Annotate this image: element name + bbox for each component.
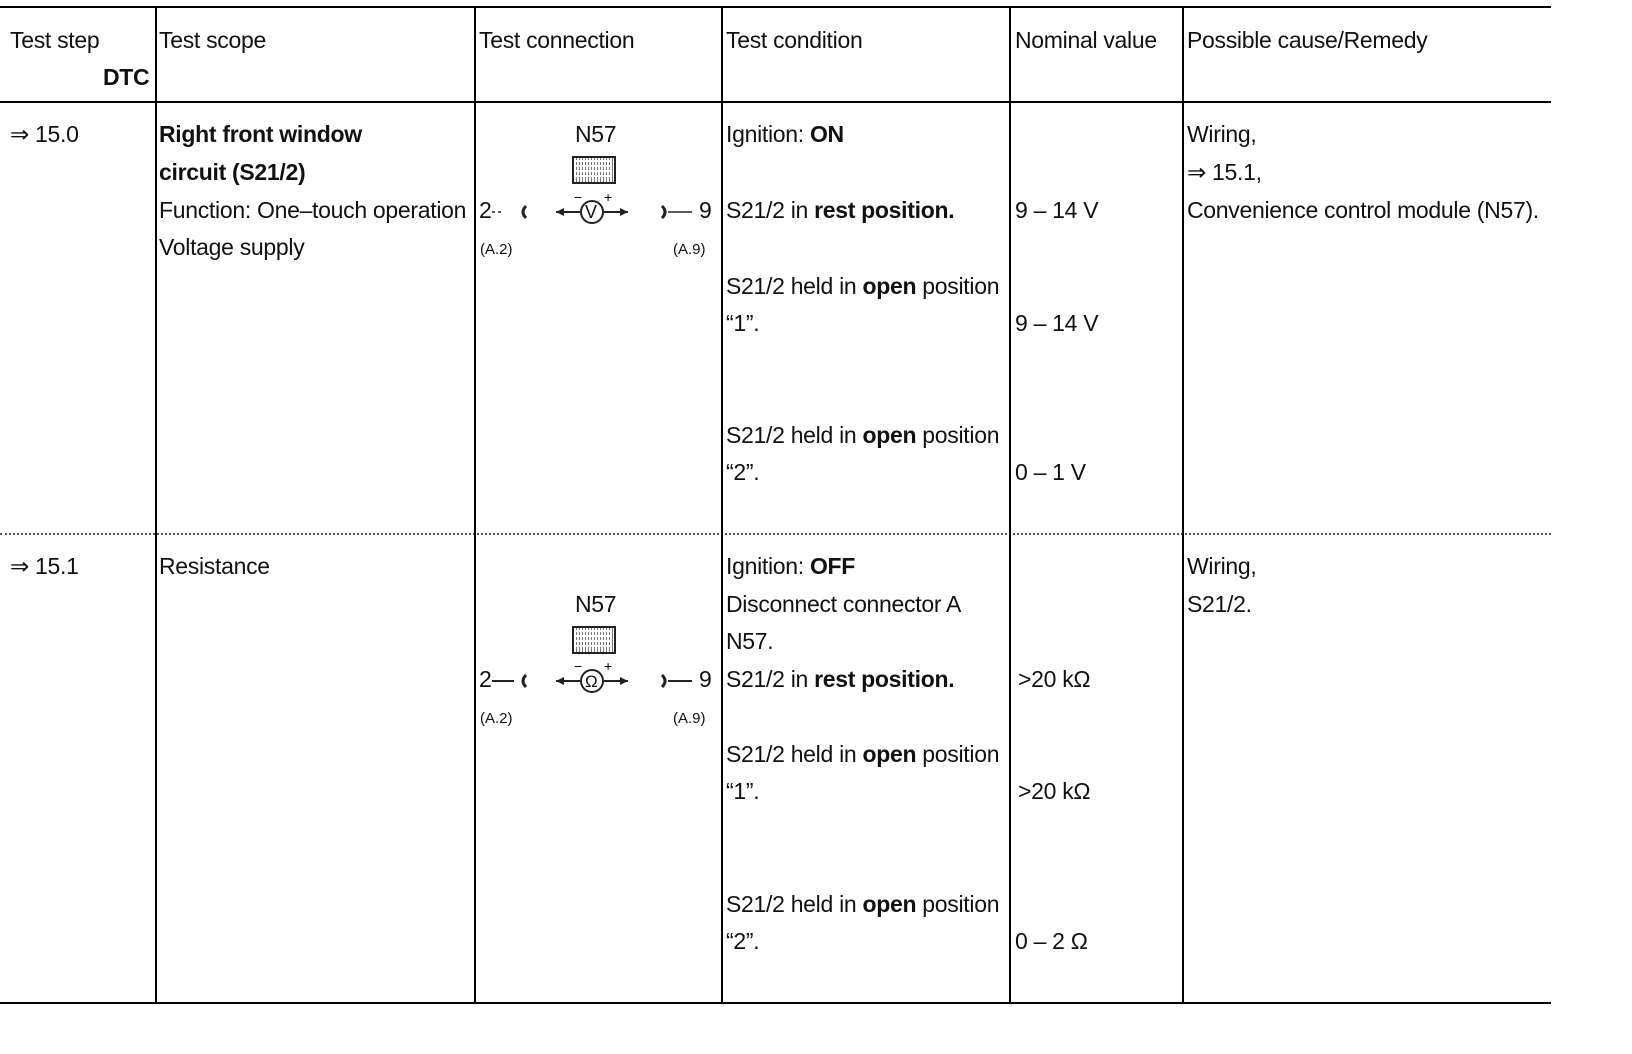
row2-pin-right: 9 xyxy=(699,666,712,692)
row1-condition-3-line2: “1”. xyxy=(726,310,760,336)
row1-pin-right: 9 xyxy=(699,197,712,223)
header-nominal-value: Nominal value xyxy=(1015,27,1157,53)
header-test-condition: Test condition xyxy=(726,27,863,53)
row2-meter-display-icon xyxy=(572,626,616,654)
row2-condition-5-line2: “2”. xyxy=(726,928,760,954)
table-top-rule xyxy=(0,6,1551,8)
row1-scope-title-line2: circuit (S21/2) xyxy=(159,159,306,185)
column-divider-2 xyxy=(474,6,476,1004)
svg-text:+: + xyxy=(604,658,613,674)
header-test-step: Test step xyxy=(10,27,100,53)
row2-remedy-2: S21/2. xyxy=(1187,591,1252,617)
row1-meter-display-icon xyxy=(572,156,616,184)
row2-nominal-3: 0 – 2 Ω xyxy=(1015,928,1088,954)
row1-remedy-1: Wiring, xyxy=(1187,121,1257,147)
row2-module-label: N57 xyxy=(575,591,617,617)
row1-nominal-3: 0 – 1 V xyxy=(1015,459,1086,485)
column-divider-1 xyxy=(155,6,157,1004)
row1-condition-4: S21/2 held in open position xyxy=(726,422,1000,448)
row2-remedy-1: Wiring, xyxy=(1187,553,1257,579)
row1-pin-left: 2 xyxy=(479,197,492,223)
row1-pin-right-ref: (A.9) xyxy=(673,241,706,258)
column-divider-4 xyxy=(1009,6,1011,1004)
table-bottom-rule xyxy=(0,1002,1551,1004)
row2-pin-left: 2 xyxy=(479,666,492,692)
row1-remedy-2: ⇒ 15.1, xyxy=(1187,159,1262,185)
row2-meter-symbol: Ω xyxy=(585,672,598,691)
header-test-scope: Test scope xyxy=(159,27,266,53)
row1-condition-4-line2: “2”. xyxy=(726,459,760,485)
row2-condition-5: S21/2 held in open position xyxy=(726,891,1000,917)
row2-test-step: ⇒ 15.1 xyxy=(10,553,79,579)
svg-text:+: + xyxy=(604,189,613,205)
row1-pin-left-ref: (A.2) xyxy=(480,241,513,258)
row1-test-step: ⇒ 15.0 xyxy=(10,121,79,147)
svg-text:−: − xyxy=(574,658,583,674)
svg-text:−: − xyxy=(574,189,583,205)
header-bottom-rule xyxy=(0,101,1551,103)
row2-condition-1: Ignition: OFF xyxy=(726,553,856,579)
column-divider-3 xyxy=(721,6,723,1004)
row-separator-dotted xyxy=(0,533,1551,535)
row1-remedy-3: Convenience control module (N57). xyxy=(1187,197,1539,223)
row2-condition-2-line2: N57. xyxy=(726,628,774,654)
row1-condition-2: S21/2 in rest position. xyxy=(726,197,955,223)
column-divider-5 xyxy=(1182,6,1184,1004)
header-test-connection: Test connection xyxy=(479,27,635,53)
row1-condition-1: Ignition: ON xyxy=(726,121,844,147)
row1-scope-function: Function: One–touch operation xyxy=(159,197,467,223)
row2-condition-4: S21/2 held in open position xyxy=(726,741,1000,767)
row2-condition-3: S21/2 in rest position. xyxy=(726,666,955,692)
row1-nominal-2: 9 – 14 V xyxy=(1015,310,1099,336)
row2-nominal-1: >20 kΩ xyxy=(1018,666,1091,692)
row1-scope-title-line1: Right front window xyxy=(159,121,362,147)
row2-condition-4-line2: “1”. xyxy=(726,778,760,804)
row2-condition-2: Disconnect connector A xyxy=(726,591,962,617)
row2-pin-left-ref: (A.2) xyxy=(480,710,513,727)
row1-module-label: N57 xyxy=(575,121,617,147)
row2-pin-right-ref: (A.9) xyxy=(673,710,706,727)
row1-meter-symbol: V xyxy=(585,202,597,222)
header-dtc: DTC xyxy=(103,64,150,90)
row2-nominal-2: >20 kΩ xyxy=(1018,778,1091,804)
header-possible-cause: Possible cause/Remedy xyxy=(1187,27,1428,53)
row1-condition-3: S21/2 held in open position xyxy=(726,273,1000,299)
row1-scope-voltage: Voltage supply xyxy=(159,234,305,260)
row1-nominal-1: 9 – 14 V xyxy=(1015,197,1099,223)
row2-scope-title: Resistance xyxy=(159,553,270,579)
